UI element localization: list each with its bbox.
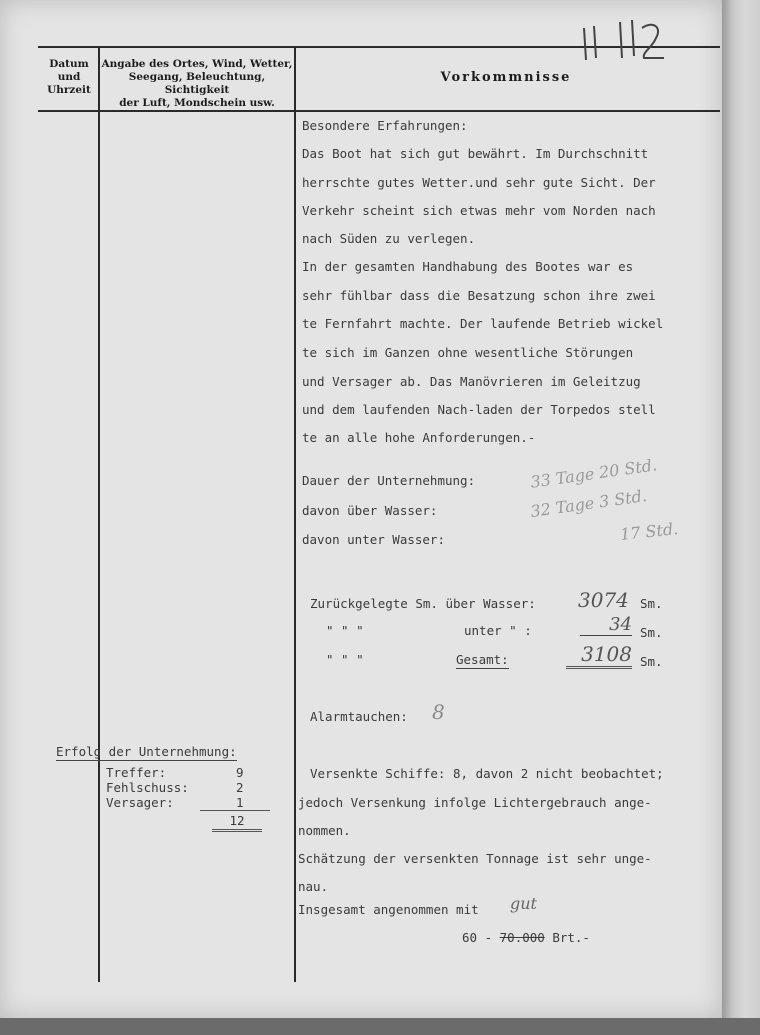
ditto-marks: " " ": [326, 623, 364, 638]
header-angabe: Angabe des Ortes, Wind, Wetter, Seegang, Beleuchtung, Sichtigkeit der Luft, Mondschein usw.: [101, 58, 293, 109]
page-edge-bottom: [0, 1018, 760, 1035]
tonnage-line: 60 - 70.000 Brt.-: [462, 930, 590, 945]
duration-under-water-label: davon unter Wasser:: [302, 532, 445, 547]
sunk-line: Schätzung der versenkten Tonnage ist sehr unge-: [298, 851, 652, 866]
erfolg-versager-value: 1: [236, 795, 244, 810]
body-line: und dem laufenden Nach-laden der Torpedos stell: [302, 402, 656, 417]
body-line: te sich im Ganzen ohne wesentliche Störungen: [302, 345, 634, 360]
erfolg-fehlschuss-value: 2: [236, 780, 244, 795]
body-line: nach Süden zu verlegen.: [302, 231, 476, 246]
body-line: und Versager ab. Das Manövrieren im Geleitzug: [302, 374, 641, 389]
handwritten-stamp: [580, 8, 700, 68]
header-vorkommnisse: Vorkommnisse: [440, 70, 572, 85]
distance-total-value: 3108: [566, 642, 632, 669]
distance-total-label: Gesamt:: [456, 652, 509, 667]
erfolg-sum-rule: [200, 810, 270, 811]
duration-under-water-handwritten: 17 Std.: [619, 519, 680, 544]
header-datum: Datum und Uhrzeit: [47, 58, 91, 96]
column-divider-2: [294, 46, 296, 982]
erfolg-total: 12: [212, 813, 262, 832]
duration-over-water-handwritten: 32 Tage 3 Std.: [529, 485, 648, 522]
sunk-line: Insgesamt angenommen mit: [298, 902, 479, 917]
distance-unit: Sm.: [640, 654, 663, 669]
header-bottom-rule: [38, 110, 720, 112]
duration-handwritten: 33 Tage 20 Std.: [529, 455, 659, 492]
duration-label: Dauer der Unternehmung:: [302, 473, 476, 488]
sunk-line: nau.: [298, 879, 329, 894]
page-edge: [722, 0, 760, 1035]
distance-under-water-value: 34: [580, 614, 632, 636]
stamp-text: II 112: [586, 48, 590, 49]
distance-unit: Sm.: [640, 596, 663, 611]
body-line: te an alle hohe Anforderungen.-: [302, 430, 536, 445]
column-divider-1: [98, 46, 100, 982]
body-line: Verkehr scheint sich etwas mehr vom Norden nach: [302, 203, 656, 218]
section-heading: Besondere Erfahrungen:: [302, 118, 468, 133]
distance-over-water-value: 3074: [578, 588, 629, 612]
distance-over-water-label: Zurückgelegte Sm. über Wasser:: [310, 596, 536, 611]
alarm-dive-label: Alarmtauchen:: [310, 709, 408, 724]
ditto-marks: " " ": [326, 652, 364, 667]
duration-over-water-label: davon über Wasser:: [302, 503, 438, 518]
erfolg-title: Erfolg der Unternehmung:: [56, 744, 237, 759]
erfolg-treffer-value: 9: [236, 765, 244, 780]
sunk-handwritten: gut: [510, 894, 537, 913]
erfolg-fehlschuss-label: Fehlschuss:: [106, 780, 189, 795]
erfolg-versager-label: Versager:: [106, 795, 174, 810]
alarm-dive-value: 8: [432, 700, 445, 724]
body-line: te Fernfahrt machte. Der laufende Betrieb wickel: [302, 316, 664, 331]
erfolg-treffer-label: Treffer:: [106, 765, 167, 780]
distance-unit: Sm.: [640, 625, 663, 640]
body-line: Das Boot hat sich gut bewährt. Im Durchschnitt: [302, 146, 649, 161]
sunk-line: Versenkte Schiffe: 8, davon 2 nicht beobachtet;: [310, 766, 664, 781]
sunk-line: nommen.: [298, 823, 351, 838]
sunk-line: jedoch Versenkung infolge Lichtergebrauch ange-: [298, 795, 652, 810]
body-line: sehr fühlbar dass die Besatzung schon ihre zwei: [302, 288, 656, 303]
body-line: herrschte gutes Wetter.und sehr gute Sicht. Der: [302, 175, 656, 190]
distance-under-water-label: unter " :: [464, 623, 532, 638]
body-line: In der gesamten Handhabung des Bootes war es: [302, 259, 634, 274]
